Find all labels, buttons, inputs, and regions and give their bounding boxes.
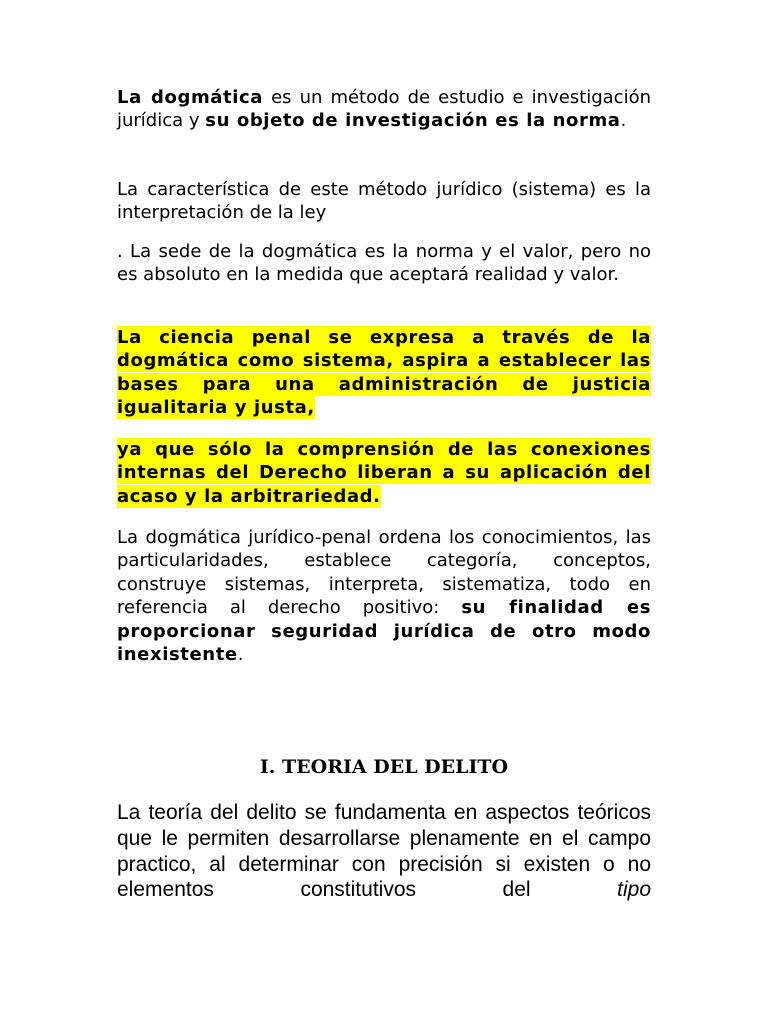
- paragraph-text: La teoría del delito se fundamenta en aspectos teóricos que le permiten desarrollarse plenamente en el campo practico, al determinar con precisión si existen o no elementos constitutivos del: [117, 801, 651, 902]
- paragraph-teoria-delito: [117, 800, 651, 903]
- paragraph-text: La dogmática jurídico-penal ordena los conocimientos, las particularidades, establece categoría, conceptos, construye sistemas, interpreta, sistematiza, todo en referencia al derecho positivo:: [117, 527, 651, 619]
- bold-term-dogmatica: La dogmática: [117, 87, 264, 108]
- paragraph-period: .: [237, 644, 244, 666]
- bold-object-statement: su objeto de investigación es la norma: [205, 110, 621, 132]
- highlighted-bold-text: ya que sólo la comprensión de las conexiones internas del Derecho liberan a su aplicación del acaso y la arbitrariedad.: [117, 439, 651, 507]
- italic-term-tipo: tipo: [617, 878, 651, 902]
- paragraph-period: .: [620, 110, 627, 132]
- paragraph-ciencia-penal-highlighted: [117, 326, 651, 420]
- paragraph-caracteristica: La característica de este método jurídico (sistema) es la interpretación de la ley: [117, 179, 651, 224]
- highlighted-bold-text: La ciencia penal se expresa a través de la dogmática como sistema, aspira a establecer las bases para una administración de justicia igualitaria y justa,: [117, 327, 651, 419]
- paragraph-sede: . La sede de la dogmática es la norma y el valor, pero no es absoluto en la medida que aceptará realidad y valor.: [117, 241, 651, 286]
- section-heading: I. TEORIA DEL DELITO: [259, 756, 509, 778]
- paragraph-dogmatica-juridico-penal: [117, 526, 651, 666]
- paragraph-dogmatica-definition: [117, 86, 651, 133]
- bold-finalidad-statement: su finalidad es proporcionar seguridad jurídica de otro modo inexistente: [117, 597, 652, 666]
- paragraph-text: es un método de estudio e investigación jurídica y: [117, 87, 652, 132]
- paragraph-conexiones-highlighted: [117, 438, 651, 508]
